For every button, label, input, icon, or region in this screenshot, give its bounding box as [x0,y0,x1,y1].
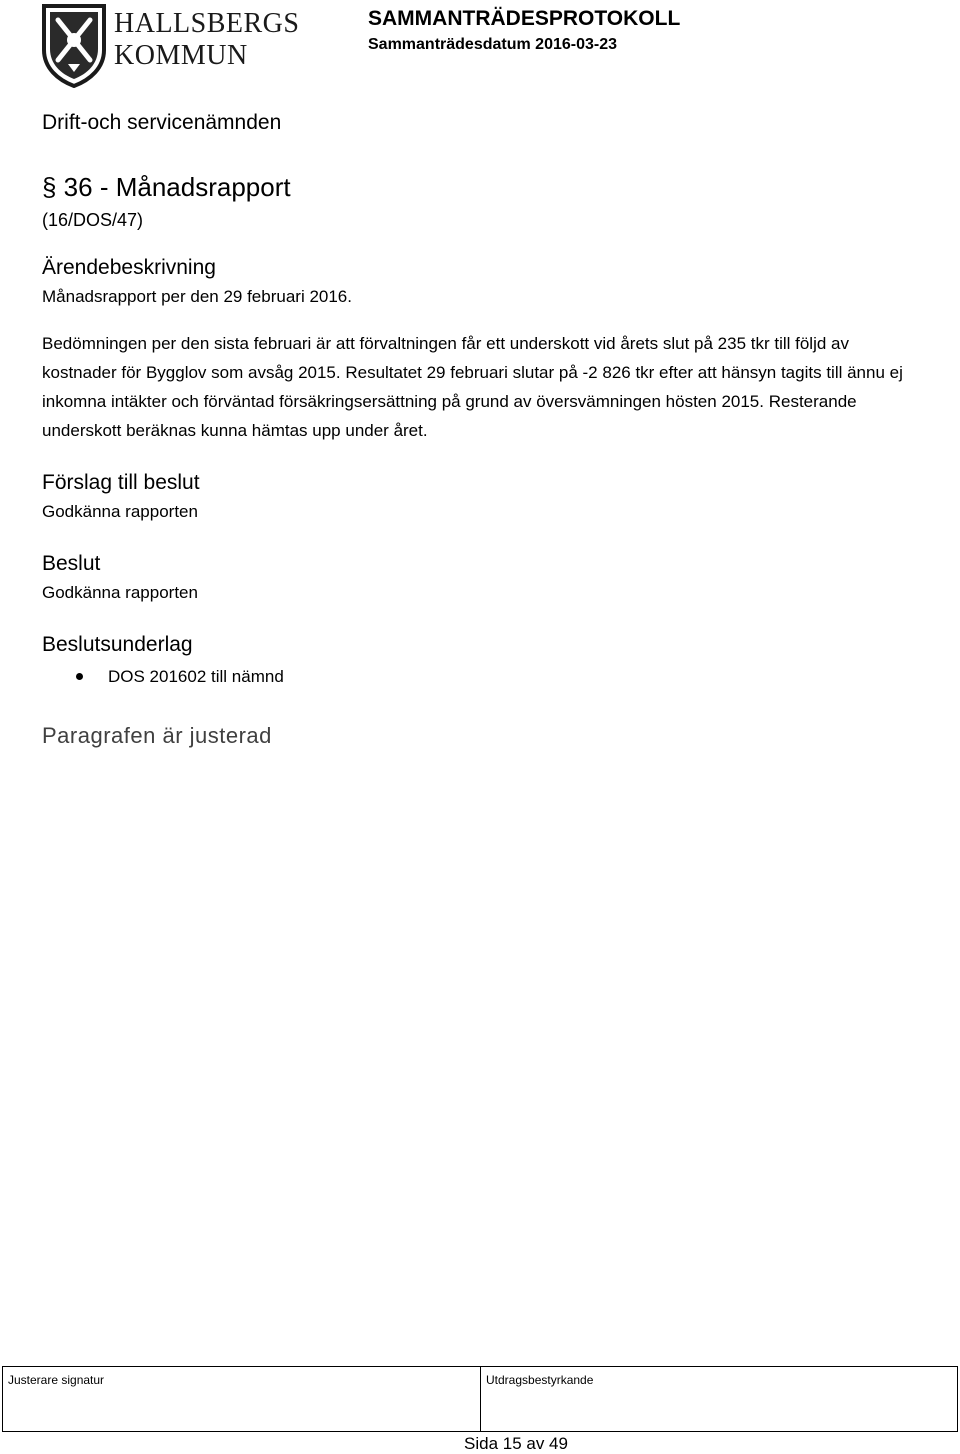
paragraph-title: § 36 - Månadsrapport [42,172,291,202]
approved-note: Paragrafen är justerad [42,723,272,748]
logo-wordmark-line1: HALLSBERGS [114,8,300,39]
extract-label: Utdragsbestyrkande [486,1373,594,1387]
list-item [42,663,922,691]
document-meta [368,6,680,56]
description-body: Bedömningen per den sista februari är att förvaltningen får ett underskott vid årets slut på 235 tkr till följd av kostnader för Bygglov som avsåg 2015. Resultatet 29 februari slutar på -2 826 tkr efter att hänsyn tagits till ännu ej inkomna intäkter och förväntad försäkringsersättning på grund av översvämningen hösten 2015. Resterande underskott beräknas kunna hämtas upp under året. [42,334,903,440]
bullet-icon [76,673,83,680]
committee-name: Drift-och servicenämnden [42,111,282,134]
case-number: (16/DOS/47) [42,210,144,230]
description-heading: Ärendebeskrivning [42,256,216,279]
signature-cell [3,1367,481,1431]
document-body [42,108,922,751]
document-type: SAMMANTRÄDESPROTOKOLL [368,7,681,30]
proposal-heading: Förslag till beslut [42,471,200,494]
meeting-date: Sammanträdesdatum 2016-03-23 [368,36,618,53]
attachments-list [42,663,922,691]
extract-cell [481,1367,957,1431]
municipality-logo [40,2,300,88]
attachment-label: DOS 201602 till nämnd [108,667,284,686]
proposal-text: Godkänna rapporten [42,502,198,521]
signature-label: Justerare signatur [8,1373,105,1387]
decision-text: Godkänna rapporten [42,583,198,602]
signature-table [2,1366,958,1432]
description-intro: Månadsrapport per den 29 februari 2016. [42,287,352,306]
page-number: Sida 15 av 49 [464,1434,568,1453]
decision-heading: Beslut [42,552,101,575]
attachments-heading: Beslutsunderlag [42,633,193,656]
coat-of-arms-icon [40,2,108,88]
logo-wordmark-line2: KOMMUN [114,40,248,71]
